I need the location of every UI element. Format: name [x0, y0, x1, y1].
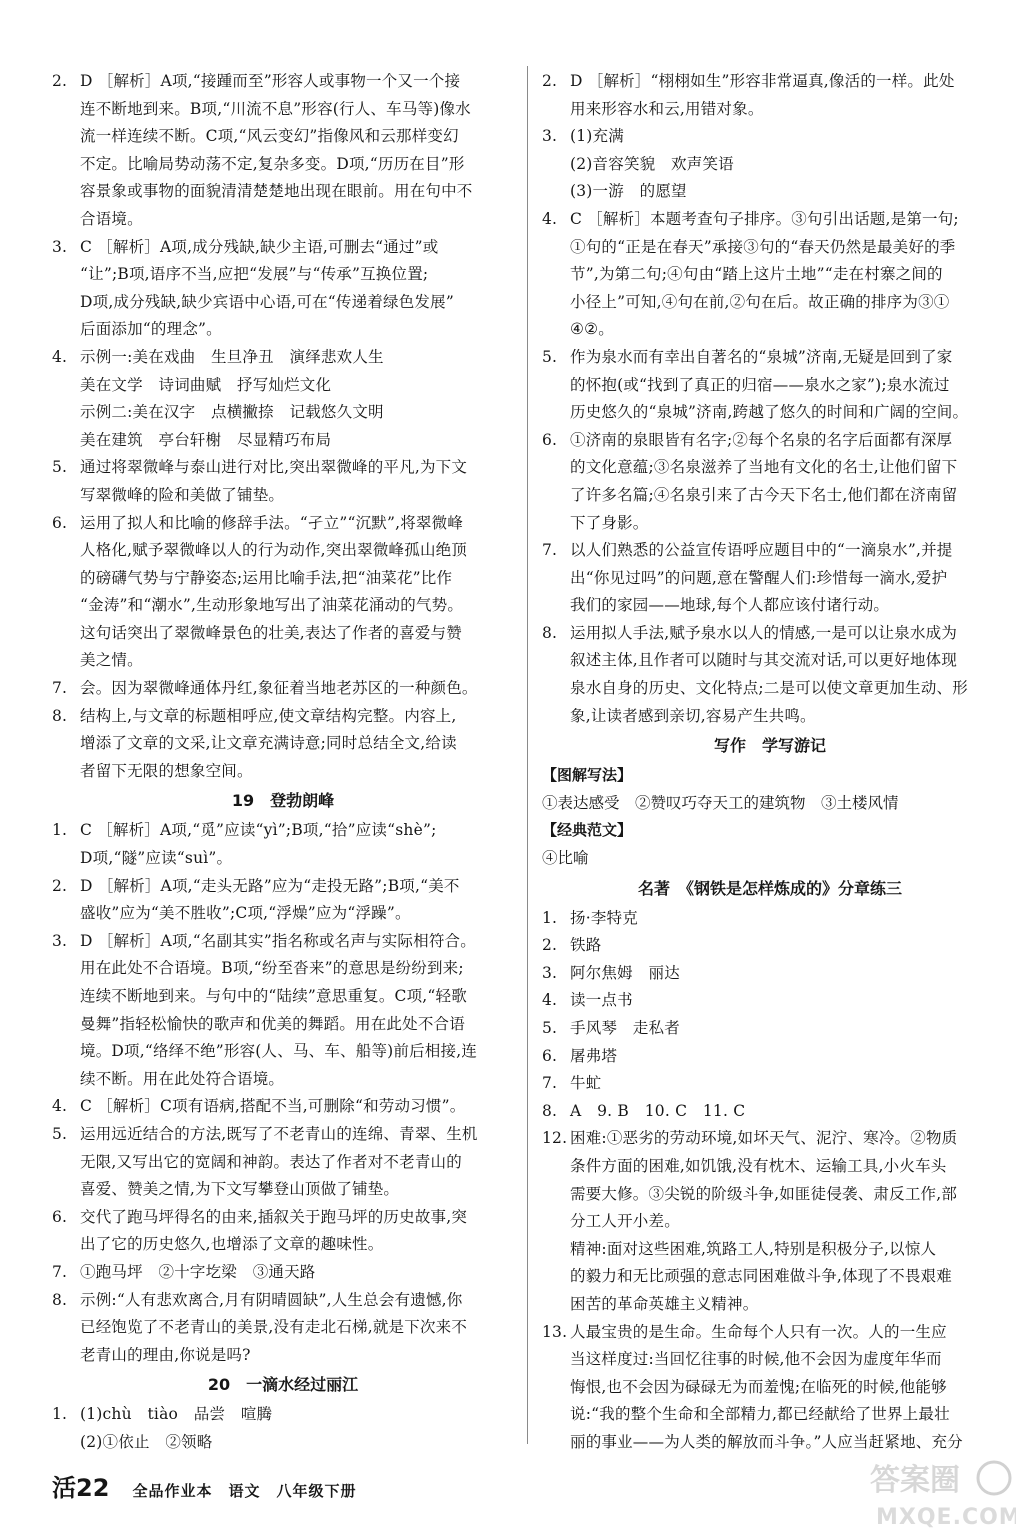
- answer-line: (3)一游 的愿望: [570, 182, 687, 201]
- answer-line: 困难:①恶劣的劳动环境,如坏天气、泥泞、寒冷。②物质: [570, 1129, 958, 1148]
- answer-line: 叙述主体,且作者可以随时与其交流对话,可以更好地体现: [570, 651, 958, 670]
- answer-item: [52, 344, 514, 454]
- answer-line: 屠弗塔: [570, 1046, 618, 1065]
- answer-number: 7.: [542, 1074, 558, 1093]
- answer-item: [542, 1319, 998, 1457]
- answer-number: 1.: [52, 821, 68, 840]
- answer-item: [52, 1093, 514, 1121]
- answer-item: [542, 932, 998, 960]
- answer-line: 用来形容水和云,用错对象。: [570, 99, 764, 118]
- answer-line: D ［解析］A项,“名副其实”指名称或名声与实际相符合。: [80, 931, 476, 950]
- answer-line: 美在建筑 亭台轩榭 尽显精巧布局: [80, 430, 332, 449]
- answer-line: 象,让读者感到亲切,容易产生共鸣。: [570, 706, 816, 725]
- page-footer: [52, 1468, 357, 1503]
- answer-number: 7.: [52, 679, 68, 698]
- answer-line: 续不断。用在此处符合语境。: [80, 1069, 285, 1088]
- answer-line: 示例二:美在汉字 点横撇捺 记载悠久文明: [80, 403, 384, 422]
- column-divider: [527, 66, 528, 1444]
- left-column: [52, 68, 514, 1457]
- answer-number: 7.: [542, 541, 558, 560]
- answer-number: 4.: [542, 209, 558, 228]
- answer-line: 出“你见过吗”的问题,意在警醒人们:珍惜每一滴水,爱护: [570, 568, 948, 587]
- answer-line: 手风琴 走私者: [570, 1019, 680, 1037]
- answer-item: [52, 510, 514, 676]
- answer-line: 用在此处不合语境。B项,“纷至沓来”的意思是纷纷到来;: [80, 959, 464, 978]
- answer-item: [52, 873, 514, 928]
- answer-line: 老青山的理由,你说是吗?: [80, 1345, 251, 1364]
- watermark-graphic: [866, 1452, 1016, 1532]
- answer-line: 阿尔焦姆 丽达: [570, 963, 680, 982]
- answer-line: “让”;B项,语序不当,应把“发展”与“传承”互换位置;: [80, 265, 429, 284]
- answer-line: 我们的家园——地球,每个人都应该付诸行动。: [570, 596, 890, 615]
- answer-item: [542, 427, 998, 537]
- answer-line: (1)充满: [570, 127, 624, 146]
- answer-item: [52, 703, 514, 786]
- answer-line: (1)chù tiào 品尝 喧腾: [80, 1405, 273, 1424]
- answer-item: [542, 537, 998, 620]
- section-heading: 20 一滴水经过丽江: [207, 1375, 359, 1395]
- answer-number: 3.: [52, 237, 68, 256]
- answer-line: 示例一:美在戏曲 生旦净丑 演绎悲欢人生: [80, 347, 384, 366]
- answer-item: [542, 905, 998, 933]
- answer-line: 以人们熟悉的公益宣传语呼应题目中的“一滴泉水”,并提: [570, 541, 953, 560]
- answer-line: (2)①依止 ②领略: [80, 1432, 213, 1451]
- answer-line: 者留下无限的想象空间。: [80, 761, 253, 780]
- answer-line: 合语境。: [80, 209, 143, 228]
- answer-number: 6.: [542, 430, 558, 449]
- answer-number: 1.: [542, 908, 558, 927]
- answer-line: 后面添加“的理念”。: [80, 320, 222, 339]
- book-title: 全品作业本 语文 八年级下册: [132, 1482, 357, 1500]
- answer-line: D项,成分残缺,缺少宾语中心语,可在“传递着绿色发展”: [80, 292, 454, 311]
- answer-line: 历史悠久的“泉城”济南,跨越了悠久的时间和广阔的空间。: [570, 403, 969, 422]
- answer-number: 1.: [52, 1405, 68, 1424]
- answer-number: 5.: [542, 1019, 558, 1037]
- answer-line: 需要大修。③尖锐的阶级斗争,如匪徒侵袭、肃反工作,部: [570, 1184, 958, 1203]
- answer-text: ①表达感受 ②赞叹巧夺天工的建筑物 ③土楼风情: [542, 793, 899, 812]
- answer-line: 结构上,与文章的标题相呼应,使文章结构完整。内容上,: [80, 706, 457, 725]
- answer-line: 读一点书: [570, 991, 633, 1010]
- answer-item: [542, 344, 998, 427]
- answer-item: [542, 1098, 998, 1126]
- answer-line: ①句的“正是在春天”承接③句的“春天仍然是最美好的季: [570, 237, 956, 256]
- answer-line: C ［解析］A项,成分残缺,缺少主语,可删去“通过”或: [80, 237, 439, 256]
- answer-item: [52, 1121, 514, 1204]
- answer-line: 泉水自身的历史、文化特点;二是可以使文章更加生动、形: [570, 679, 968, 698]
- answer-number: 8.: [542, 623, 558, 642]
- section-heading: 写作 学写游记: [713, 736, 826, 756]
- answer-number: 6.: [52, 513, 68, 532]
- answer-item: [542, 987, 998, 1015]
- answer-line: 下了身影。: [570, 513, 649, 532]
- answer-line: 会。因为翠微峰通体丹红,象征着当地老苏区的一种颜色。: [80, 679, 478, 698]
- answer-line: 不定。比喻局势动荡不定,复杂多变。D项,“历历在目”形: [80, 154, 465, 173]
- answer-line: C ［解析］A项,“觅”应读“yì”;B项,“拾”应读“shè”;: [80, 821, 437, 840]
- section-heading: 名著 《钢铁是怎样炼成的》分章练三: [637, 878, 902, 898]
- answer-item: [542, 1015, 998, 1043]
- answer-line: 牛虻: [570, 1074, 602, 1093]
- page-prefix: 活: [52, 1474, 76, 1502]
- watermark-logo-text: 答案圈: [870, 1463, 960, 1498]
- answer-line: 说:“我的整个生命和全部精力,都已经献给了世界上最壮: [570, 1405, 950, 1424]
- answer-line: 连不断地到来。B项,“川流不息”形容(行人、车马等)像水: [80, 99, 471, 118]
- answer-line: 出了它的历史悠久,也增添了文章的趣味性。: [80, 1235, 384, 1254]
- answer-line: 悔恨,也不会因为碌碌无为而羞愧;在临死的时候,他能够: [570, 1377, 947, 1396]
- answer-line: ①跑马坪 ②十字圪梁 ③通天路: [80, 1262, 316, 1281]
- answer-line: 喜爱、赞美之情,为下文写攀登山顶做了铺垫。: [80, 1180, 400, 1199]
- answer-line: 盛收”应为“美不胜收”;C项,“浮燥”应为“浮躁”。: [80, 904, 411, 923]
- answer-item: [52, 675, 514, 703]
- answer-number: 2.: [542, 72, 558, 90]
- answer-number: 4.: [52, 347, 68, 366]
- answer-item: [542, 1070, 998, 1098]
- answer-line: 容景象或事物的面貌清清楚楚地出现在眼前。用在句中不: [80, 182, 473, 201]
- answer-line: 曼舞”指轻松愉快的歌声和优美的舞蹈。用在此处不合语: [80, 1014, 465, 1033]
- answer-line: D ［解析］“栩栩如生”形容非常逼真,像活的一样。此处: [570, 72, 955, 90]
- answer-number: 2.: [52, 72, 68, 90]
- answer-line: 运用了拟人和比喻的修辞手法。“孑立”“沉默”,将翠微峰: [80, 513, 464, 532]
- answer-line: “金涛”和“潮水”,生动形象地写出了油菜花涌动的气势。: [80, 596, 464, 615]
- subsection-label: 【图解写法】: [542, 766, 633, 785]
- answer-item: [542, 1125, 998, 1318]
- right-column: [542, 68, 998, 1457]
- answer-line: 已经饱览了不老青山的美景,没有走北石梯,就是下次来不: [80, 1318, 468, 1337]
- answer-number: 7.: [52, 1262, 68, 1281]
- answer-number: 8.: [52, 1290, 68, 1309]
- answer-number: 5.: [52, 458, 68, 477]
- answer-line: (2)音容笑貌 欢声笑语: [570, 154, 734, 173]
- answer-number: 13.: [542, 1322, 568, 1341]
- answer-number: 2.: [542, 936, 558, 955]
- answer-item: [542, 620, 998, 730]
- watermark-url-text: MXQE.COM: [876, 1505, 1016, 1530]
- answer-line: 运用远近结合的方法,既写了不老青山的连绵、青翠、生机: [80, 1124, 478, 1143]
- answer-line: 扬·李特克: [570, 908, 638, 927]
- answer-number: 5.: [52, 1124, 68, 1143]
- answer-line: C ［解析］本题考查句子排序。③句引出话题,是第一句;: [570, 209, 959, 228]
- answer-number: 3.: [52, 931, 68, 950]
- answer-line: 美在文学 诗词曲赋 抒写灿烂文化: [80, 375, 332, 394]
- answer-line: 境。D项,“络绎不绝”形容(人、马、车、船等)前后相接,连: [80, 1042, 478, 1061]
- answer-line: 写翠微峰的险和美做了铺垫。: [80, 485, 285, 504]
- answer-line: 的文化意蕴;③名泉滋养了当地有文化的名士,让他们留下: [570, 458, 958, 477]
- answer-item: [52, 1259, 514, 1287]
- page-number: 22: [76, 1474, 110, 1502]
- answer-item: [52, 817, 514, 872]
- answer-number: 8.: [542, 1101, 558, 1120]
- answer-item: [542, 960, 998, 988]
- answer-line: 人最宝贵的是生命。生命每个人只有一次。人的一生应: [570, 1322, 947, 1341]
- watermark-logo: [866, 1452, 1016, 1532]
- answer-line: 这句话突出了翠微峰景色的壮美,表达了作者的喜爱与赞: [80, 623, 462, 642]
- answer-item: [52, 1287, 514, 1370]
- answer-item: [52, 454, 514, 509]
- answer-number: 8.: [52, 706, 68, 725]
- answer-line: 运用拟人手法,赋予泉水以人的情感,一是可以让泉水成为: [570, 623, 958, 642]
- answer-line: 人格化,赋予翠微峰以人的行为动作,突出翠微峰孤山绝顶: [80, 541, 468, 560]
- answer-line: 示例:“人有悲欢离合,月有阴晴圆缺”,人生总会有遗憾,你: [80, 1290, 463, 1309]
- answer-line: D ［解析］A项,“接踵而至”形容人或事物一个又一个接: [80, 72, 461, 90]
- answer-line: ①济南的泉眼皆有名字;②每个名泉的名字后面都有深厚: [570, 430, 953, 449]
- answer-line: 无限,又写出它的宽阔和神韵。表达了作者对不老青山的: [80, 1152, 462, 1171]
- answer-line: 困苦的革命英雄主义精神。: [570, 1294, 759, 1313]
- answer-line: 节”,为第二句;④句由“踏上这片土地”“走在村寨之间的: [570, 265, 943, 284]
- answer-line: 连续不断地到来。与句中的“陆续”意思重复。C项,“轻歌: [80, 987, 467, 1005]
- answer-number: 6.: [542, 1046, 558, 1065]
- answer-line: D项,“隧”应读“suì”。: [80, 849, 233, 868]
- answer-line: ④②。: [570, 320, 614, 339]
- section-heading: 19 登勃朗峰: [231, 791, 335, 811]
- answer-item: [52, 1401, 514, 1456]
- answer-number: 4.: [52, 1097, 68, 1116]
- answer-text: ④比喻: [542, 849, 589, 868]
- answer-line: 的毅力和无比顽强的意志同困难做斗争,体现了不畏艰难: [570, 1267, 952, 1286]
- answer-item: [542, 1043, 998, 1071]
- answer-line: 分工人开小差。: [570, 1212, 680, 1231]
- answer-line: 交代了跑马坪得名的由来,插叙关于跑马坪的历史故事,突: [80, 1207, 468, 1226]
- answer-item: [542, 206, 998, 344]
- answer-number: 6.: [52, 1207, 68, 1226]
- answer-line: 当这样度过:当回忆往事的时候,他不会因为虚度年华而: [570, 1350, 942, 1369]
- answer-number: 3.: [542, 127, 558, 146]
- answer-line: 的磅礴气势与宁静姿态;运用比喻手法,把“油菜花”比作: [80, 568, 453, 587]
- answer-number: 2.: [52, 876, 68, 895]
- answer-line: 流一样连续不断。C项,“风云变幻”指像风和云那样变幻: [80, 127, 459, 146]
- answer-line: 美之情。: [80, 651, 143, 670]
- answer-number: 12.: [542, 1129, 568, 1148]
- answer-line: 增添了文章的文采,让文章充满诗意;同时总结全文,给读: [80, 734, 457, 753]
- answer-line: 精神:面对这些困难,筑路工人,特别是积极分子,以惊人: [570, 1239, 937, 1258]
- answer-line: 的怀抱(或“找到了真正的归宿——泉水之家”);泉水流过: [570, 375, 950, 394]
- answer-line: D ［解析］A项,“走头无路”应为“走投无路”;B项,“美不: [80, 876, 460, 895]
- answer-line: 作为泉水而有幸出自著名的“泉城”济南,无疑是回到了家: [570, 347, 953, 366]
- answer-number: 4.: [542, 991, 558, 1010]
- answer-number: 5.: [542, 347, 558, 366]
- answer-number: 3.: [542, 963, 558, 982]
- answer-item: [52, 234, 514, 344]
- answer-item: [52, 1204, 514, 1259]
- answer-item: [52, 928, 514, 1094]
- answer-line: 了许多名篇;④名泉引来了古今天下名士,他们都在济南留: [570, 485, 958, 504]
- answer-item: [542, 68, 998, 123]
- answer-line: 铁路: [570, 936, 602, 955]
- answer-line: 丽的事业——为人类的解放而斗争。”人应当赶紧地、充分: [570, 1432, 963, 1451]
- answer-line: 条件方面的困难,如饥饿,没有枕木、运输工具,小火车头: [570, 1156, 947, 1175]
- answer-line: A 9. B 10. C 11. C: [570, 1101, 746, 1120]
- answer-line: C ［解析］C项有语病,搭配不当,可删除“和劳动习惯”。: [80, 1097, 466, 1116]
- subsection-label: 【经典范文】: [542, 821, 633, 840]
- answer-item: [542, 123, 998, 206]
- answer-item: [52, 68, 514, 234]
- answer-line: 通过将翠微峰与泰山进行对比,突出翠微峰的平凡,为下文: [80, 458, 468, 477]
- answer-line: 小径上”可知,④句在前,②句在后。故正确的排序为③①: [570, 292, 950, 311]
